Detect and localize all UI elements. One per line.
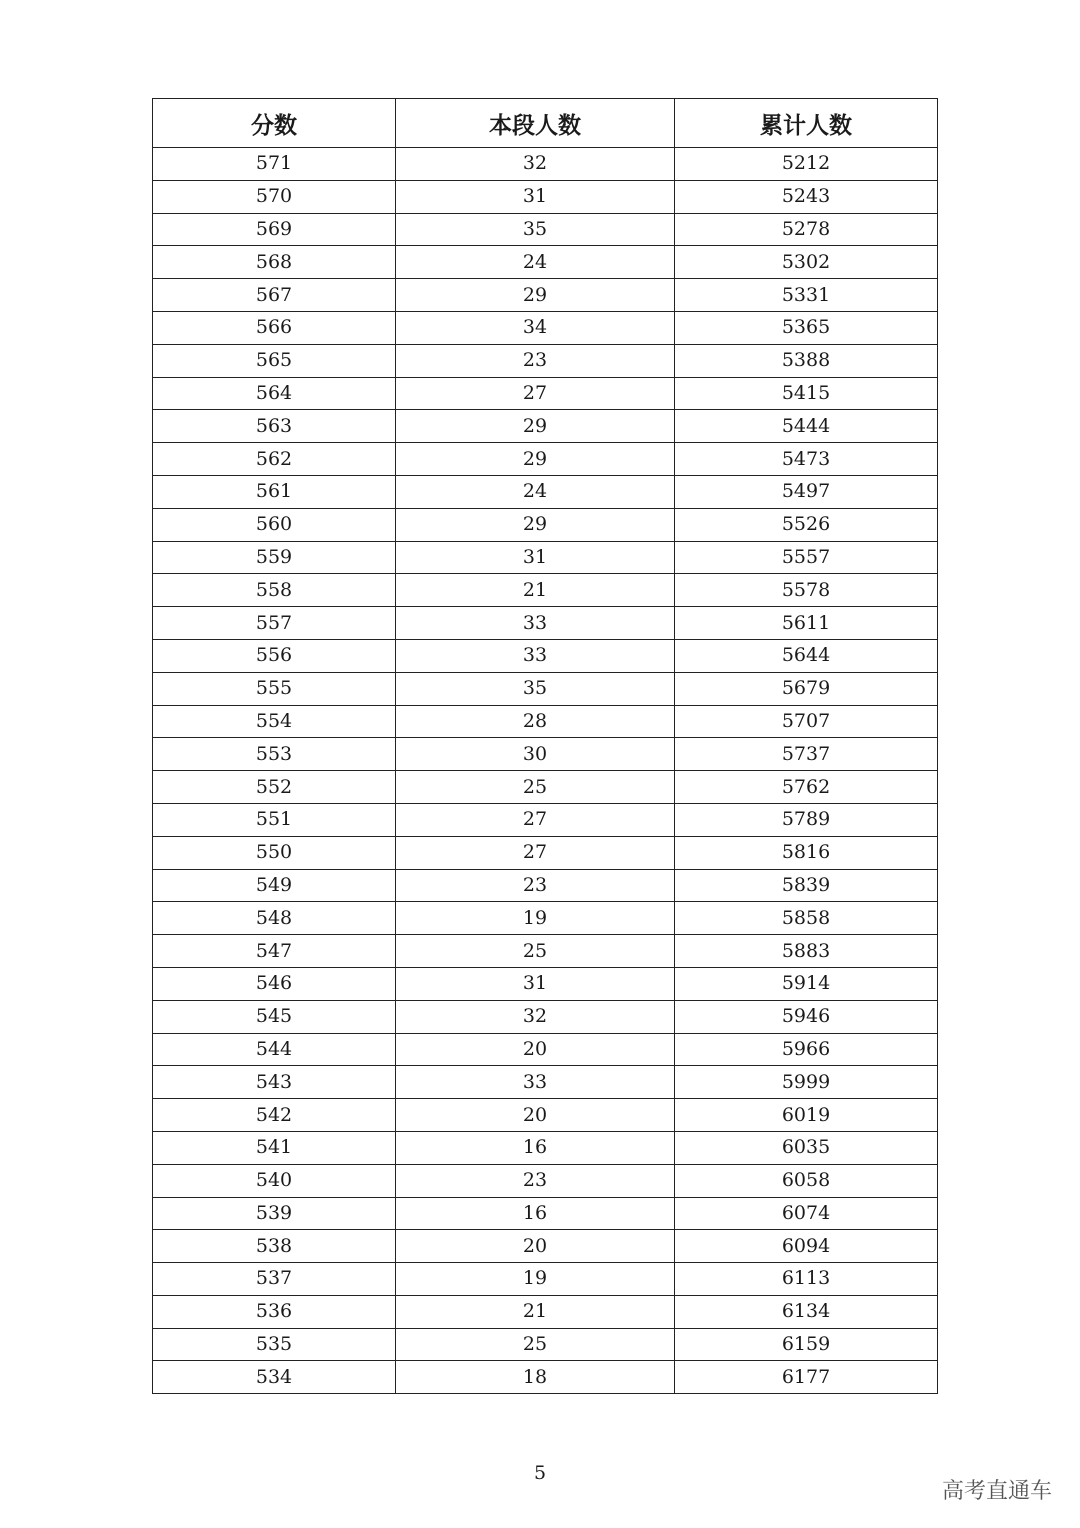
score-distribution-table [152,98,938,1394]
cell-score: 565 [153,344,396,377]
cell-segment-count: 31 [396,180,675,213]
cell-cumulative-count: 5883 [675,935,938,968]
cell-segment-count: 32 [396,1000,675,1033]
header-segment-count: 本段人数 [396,99,675,148]
cell-cumulative-count: 5707 [675,705,938,738]
cell-segment-count: 24 [396,475,675,508]
cell-segment-count: 16 [396,1131,675,1164]
cell-cumulative-count: 5473 [675,443,938,476]
cell-segment-count: 27 [396,836,675,869]
cell-cumulative-count: 5966 [675,1033,938,1066]
table-body [153,148,938,1394]
header-row [153,99,938,148]
cell-segment-count: 33 [396,607,675,640]
table-row [153,967,938,1000]
cell-segment-count: 20 [396,1033,675,1066]
cell-cumulative-count: 5278 [675,213,938,246]
table-row [153,1131,938,1164]
cell-score: 543 [153,1066,396,1099]
cell-segment-count: 33 [396,1066,675,1099]
table-row [153,213,938,246]
cell-cumulative-count: 5946 [675,1000,938,1033]
table-row [153,344,938,377]
cell-score: 540 [153,1164,396,1197]
cell-score: 541 [153,1131,396,1164]
cell-score: 537 [153,1263,396,1296]
table-row [153,705,938,738]
table-row [153,508,938,541]
cell-score: 564 [153,377,396,410]
cell-score: 550 [153,836,396,869]
table-row [153,902,938,935]
cell-cumulative-count: 6019 [675,1099,938,1132]
cell-cumulative-count: 5243 [675,180,938,213]
table-row [153,1000,938,1033]
header-cumulative-count: 累计人数 [675,99,938,148]
table-row [153,1164,938,1197]
cell-segment-count: 33 [396,639,675,672]
cell-score: 547 [153,935,396,968]
cell-score: 545 [153,1000,396,1033]
cell-cumulative-count: 5331 [675,279,938,312]
table-row [153,410,938,443]
cell-cumulative-count: 5737 [675,738,938,771]
cell-score: 548 [153,902,396,935]
table-row [153,377,938,410]
cell-score: 563 [153,410,396,443]
table-row [153,738,938,771]
table-row [153,475,938,508]
cell-score: 546 [153,967,396,1000]
cell-cumulative-count: 5789 [675,803,938,836]
table-row [153,803,938,836]
cell-segment-count: 19 [396,902,675,935]
cell-score: 567 [153,279,396,312]
cell-segment-count: 27 [396,803,675,836]
cell-segment-count: 23 [396,869,675,902]
cell-cumulative-count: 6058 [675,1164,938,1197]
cell-score: 552 [153,771,396,804]
cell-segment-count: 20 [396,1230,675,1263]
cell-cumulative-count: 5611 [675,607,938,640]
cell-cumulative-count: 5302 [675,246,938,279]
cell-score: 539 [153,1197,396,1230]
cell-score: 557 [153,607,396,640]
cell-score: 551 [153,803,396,836]
cell-segment-count: 28 [396,705,675,738]
cell-cumulative-count: 6074 [675,1197,938,1230]
cell-cumulative-count: 5415 [675,377,938,410]
cell-cumulative-count: 6177 [675,1361,938,1394]
table-row [153,1361,938,1394]
cell-segment-count: 20 [396,1099,675,1132]
page-number: 5 [533,1462,547,1484]
cell-segment-count: 23 [396,344,675,377]
cell-cumulative-count: 5816 [675,836,938,869]
table-row [153,607,938,640]
cell-score: 566 [153,311,396,344]
cell-segment-count: 25 [396,771,675,804]
cell-segment-count: 29 [396,508,675,541]
cell-segment-count: 27 [396,377,675,410]
cell-score: 562 [153,443,396,476]
cell-segment-count: 24 [396,246,675,279]
cell-score: 544 [153,1033,396,1066]
table-row [153,836,938,869]
cell-score: 569 [153,213,396,246]
cell-score: 556 [153,639,396,672]
cell-score: 535 [153,1328,396,1361]
cell-segment-count: 25 [396,1328,675,1361]
table-row [153,180,938,213]
cell-score: 553 [153,738,396,771]
table-row [153,1033,938,1066]
cell-cumulative-count: 5858 [675,902,938,935]
cell-cumulative-count: 6134 [675,1295,938,1328]
cell-score: 568 [153,246,396,279]
cell-score: 571 [153,148,396,181]
cell-cumulative-count: 5526 [675,508,938,541]
cell-cumulative-count: 6035 [675,1131,938,1164]
cell-segment-count: 23 [396,1164,675,1197]
cell-cumulative-count: 5644 [675,639,938,672]
table-row [153,1263,938,1296]
table-row [153,1328,938,1361]
cell-score: 542 [153,1099,396,1132]
cell-cumulative-count: 5578 [675,574,938,607]
cell-score: 555 [153,672,396,705]
table-row [153,1066,938,1099]
cell-cumulative-count: 5388 [675,344,938,377]
cell-segment-count: 31 [396,541,675,574]
table-header [153,99,938,148]
cell-cumulative-count: 5557 [675,541,938,574]
cell-segment-count: 35 [396,213,675,246]
table-row [153,279,938,312]
cell-segment-count: 21 [396,574,675,607]
cell-segment-count: 29 [396,443,675,476]
cell-segment-count: 29 [396,279,675,312]
cell-cumulative-count: 5497 [675,475,938,508]
cell-score: 559 [153,541,396,574]
cell-segment-count: 32 [396,148,675,181]
cell-segment-count: 25 [396,935,675,968]
table-row [153,1295,938,1328]
cell-score: 558 [153,574,396,607]
cell-segment-count: 19 [396,1263,675,1296]
cell-cumulative-count: 6159 [675,1328,938,1361]
cell-segment-count: 31 [396,967,675,1000]
cell-segment-count: 30 [396,738,675,771]
table-row [153,869,938,902]
cell-segment-count: 21 [396,1295,675,1328]
cell-score: 549 [153,869,396,902]
table-row [153,672,938,705]
cell-cumulative-count: 5839 [675,869,938,902]
cell-score: 554 [153,705,396,738]
cell-segment-count: 18 [396,1361,675,1394]
cell-score: 560 [153,508,396,541]
cell-segment-count: 35 [396,672,675,705]
table-row [153,443,938,476]
cell-cumulative-count: 5212 [675,148,938,181]
cell-score: 538 [153,1230,396,1263]
table-row [153,771,938,804]
cell-score: 561 [153,475,396,508]
table-row [153,574,938,607]
cell-cumulative-count: 6113 [675,1263,938,1296]
watermark-text: 高考直通车 [941,1479,1052,1504]
table-row [153,1230,938,1263]
cell-cumulative-count: 5762 [675,771,938,804]
cell-segment-count: 29 [396,410,675,443]
cell-segment-count: 34 [396,311,675,344]
table-row [153,1099,938,1132]
cell-cumulative-count: 5679 [675,672,938,705]
cell-cumulative-count: 5914 [675,967,938,1000]
table-row [153,1197,938,1230]
table-row [153,639,938,672]
cell-cumulative-count: 5999 [675,1066,938,1099]
table-row [153,935,938,968]
cell-cumulative-count: 5365 [675,311,938,344]
table-row [153,148,938,181]
cell-score: 534 [153,1361,396,1394]
cell-segment-count: 16 [396,1197,675,1230]
cell-score: 536 [153,1295,396,1328]
cell-cumulative-count: 6094 [675,1230,938,1263]
cell-cumulative-count: 5444 [675,410,938,443]
table-row [153,311,938,344]
table-row [153,246,938,279]
table-row [153,541,938,574]
header-score: 分数 [153,99,396,148]
cell-score: 570 [153,180,396,213]
